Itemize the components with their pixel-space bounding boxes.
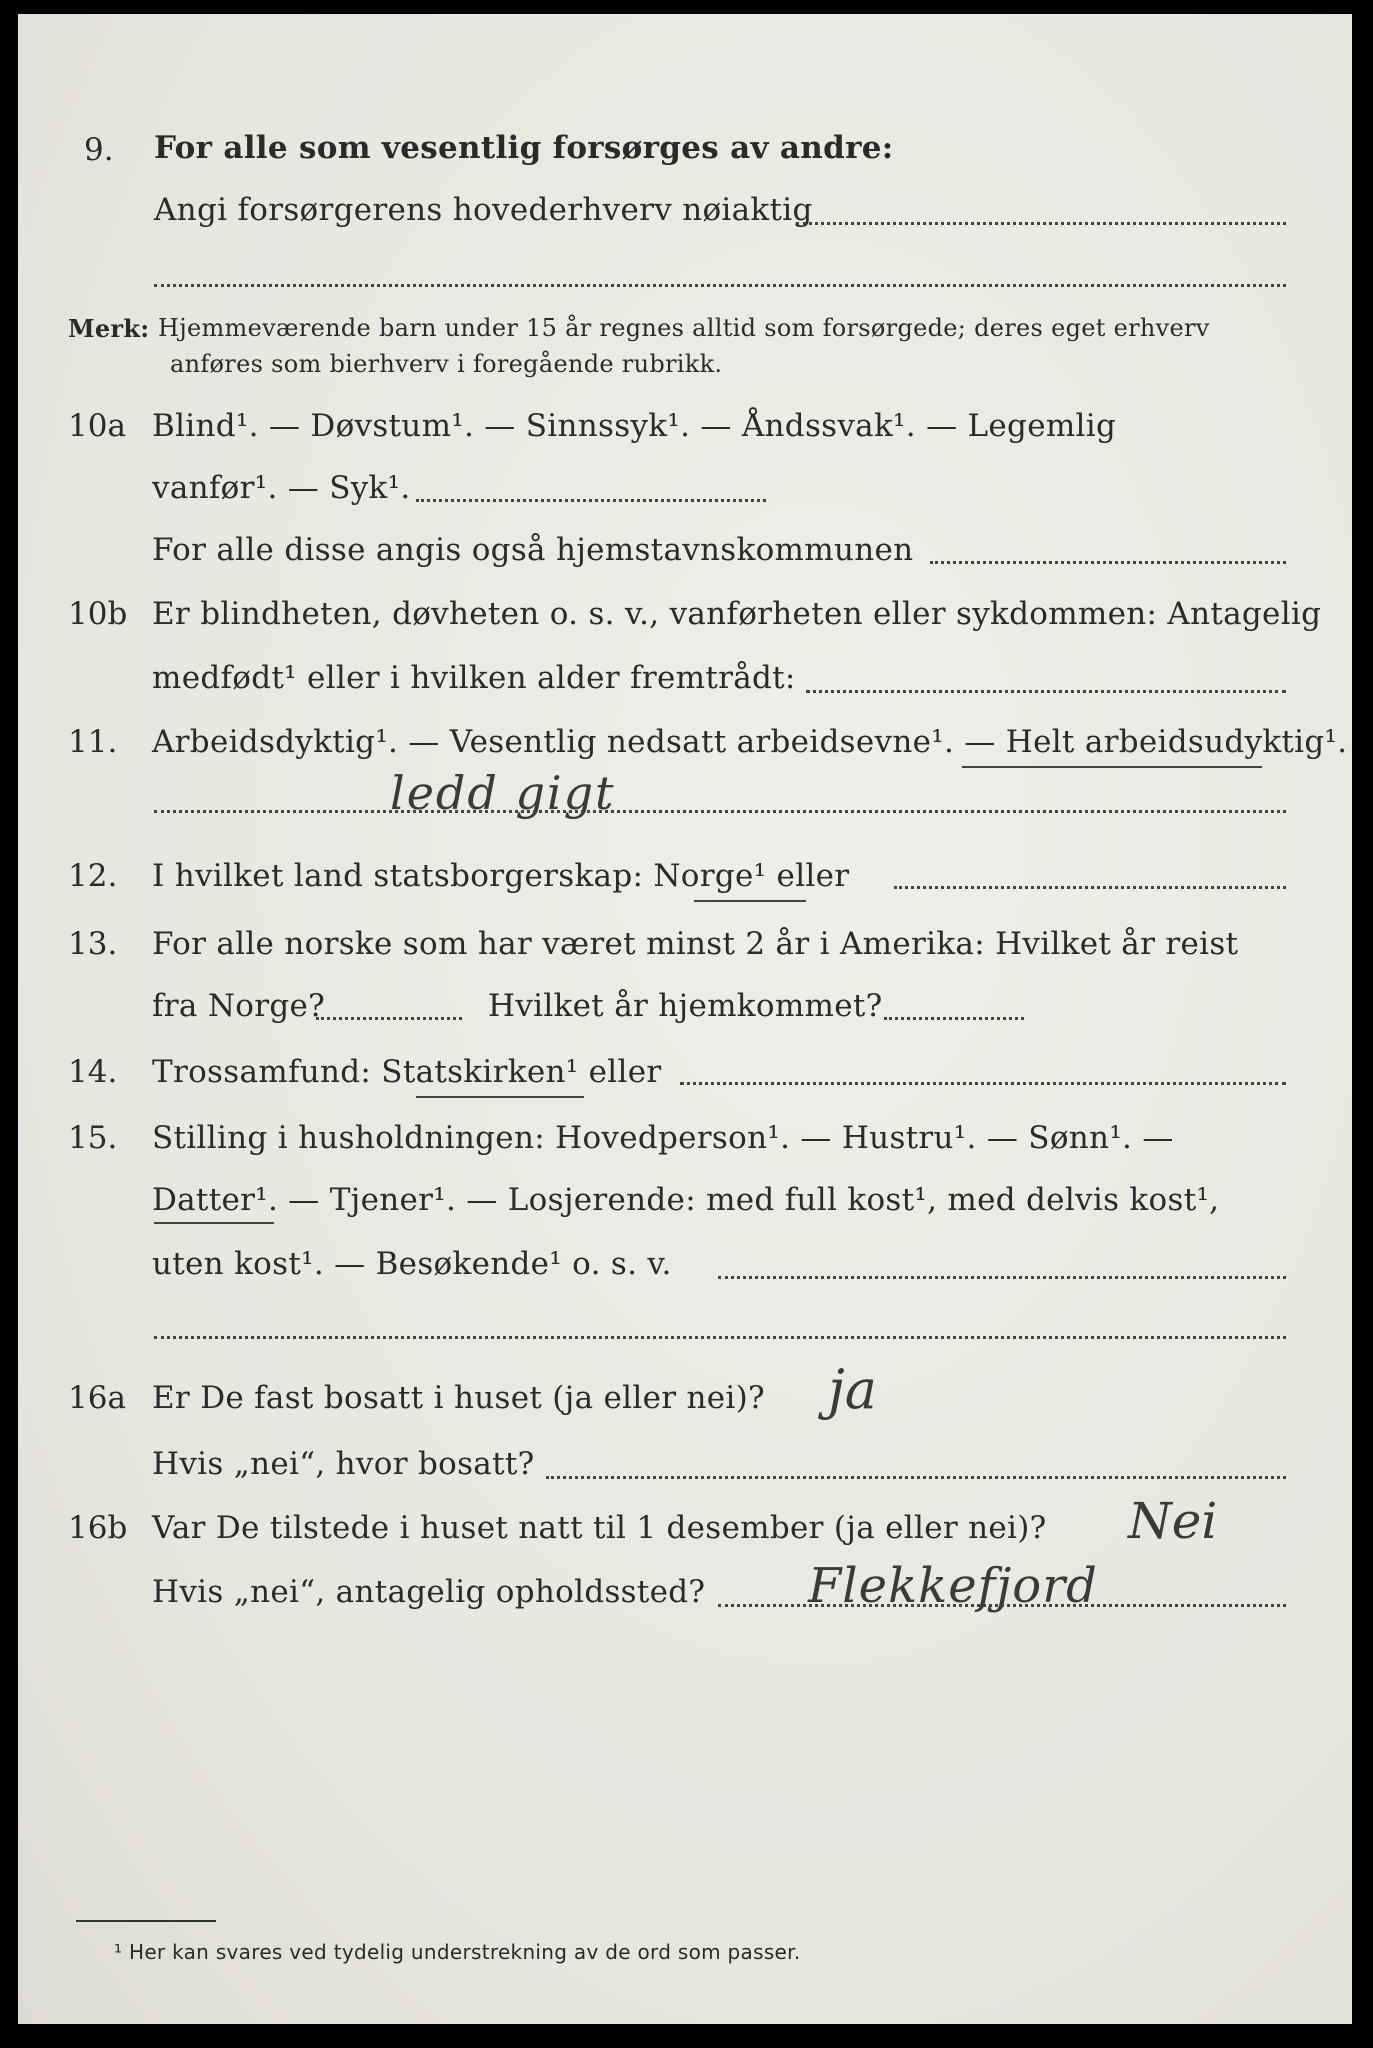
q9-number: 9. — [84, 132, 114, 168]
q13-line1: For alle norske som har været minst 2 år i Amerika: Hvilket år reist — [152, 926, 1239, 962]
q16b-handwritten-answer-1: Nei — [1128, 1492, 1218, 1550]
q12-answer-line — [894, 886, 1286, 889]
q16b-line2: Hvis „nei“, antagelig opholdssted? — [152, 1574, 706, 1610]
q15-answer-line — [718, 1276, 1286, 1279]
q15-answer-line-2 — [154, 1336, 1286, 1339]
q15-number: 15. — [68, 1120, 118, 1156]
q13-line2-left: fra Norge? — [152, 988, 326, 1024]
q13-year-left-line — [316, 1017, 462, 1020]
q15-line1: Stilling i husholdningen: Hovedperson¹. — Hustru¹. — Sønn¹. — — [152, 1120, 1174, 1156]
footnote-text: ¹ Her kan svares ved tydelig understrekning av de ord som passer. — [114, 1940, 801, 1964]
q9-heading: For alle som vesentlig forsørges av andre: — [154, 130, 894, 166]
census-form-page — [18, 14, 1352, 2024]
q10b-number: 10b — [68, 596, 128, 632]
q14-number: 14. — [68, 1054, 118, 1090]
q15-line2: Datter¹. — Tjener¹. — Losjerende: med full kost¹, med delvis kost¹, — [152, 1182, 1220, 1218]
q16a-handwritten-answer: ja — [828, 1358, 877, 1421]
merk-text-line1: Hjemmeværende barn under 15 år regnes alltid som forsørgede; deres eget erhverv — [158, 314, 1210, 342]
q11-underline-helt-arbeidsudyktig — [962, 766, 1262, 768]
q14-answer-line — [680, 1082, 1286, 1085]
q9-answer-line — [796, 222, 1286, 225]
q16b-number: 16b — [68, 1510, 128, 1546]
q12-number: 12. — [68, 858, 118, 894]
q12-line1: I hvilket land statsborgerskap: Norge¹ eller — [152, 858, 850, 894]
q10a-number: 10a — [68, 408, 126, 444]
q14-line1: Trossamfund: Statskirken¹ eller — [152, 1054, 662, 1090]
q13-line2-right: Hvilket år hjemkommet? — [488, 988, 883, 1024]
q16a-line1: Er De fast bosatt i huset (ja eller nei)? — [152, 1380, 765, 1416]
q12-underline-norge — [694, 900, 806, 902]
q16b-handwritten-answer-2: Flekkefjord — [808, 1558, 1098, 1614]
q11-line1: Arbeidsdyktig¹. — Vesentlig nedsatt arbeidsevne¹. — Helt arbeidsudyktig¹. — [152, 724, 1348, 760]
q16b-answer-line — [718, 1604, 1286, 1607]
q10a-home-municipality-line — [930, 561, 1286, 564]
footnote-rule — [76, 1920, 216, 1922]
q10b-line1: Er blindheten, døvheten o. s. v., vanførheten eller sykdommen: Antagelig — [152, 596, 1322, 632]
q10a-answer-line — [416, 499, 766, 502]
q11-handwritten-answer: ledd gigt — [390, 766, 616, 820]
q9-prompt: Angi forsørgerens hovederhverv nøiaktig — [154, 192, 813, 228]
q11-number: 11. — [68, 724, 118, 760]
q16b-line1: Var De tilstede i huset natt til 1 desember (ja eller nei)? — [152, 1510, 1047, 1546]
q16a-number: 16a — [68, 1380, 126, 1416]
q16a-answer-line — [546, 1476, 1286, 1479]
q10b-line2: medfødt¹ eller i hvilken alder fremtrådt: — [152, 660, 796, 696]
q15-line3: uten kost¹. — Besøkende¹ o. s. v. — [152, 1246, 672, 1282]
q15-underline-datter — [154, 1222, 274, 1224]
q10a-line2: vanfør¹. — Syk¹. — [152, 470, 411, 506]
q10b-answer-line — [806, 690, 1286, 693]
q11-answer-line — [154, 810, 1286, 813]
q16a-line2: Hvis „nei“, hvor bosatt? — [152, 1446, 535, 1482]
q13-number: 13. — [68, 926, 118, 962]
q10a-line1: Blind¹. — Døvstum¹. — Sinnssyk¹. — Åndssvak¹. — Legemlig — [152, 408, 1117, 444]
q14-underline-statskirken — [416, 1096, 584, 1098]
q9-answer-line-2 — [154, 284, 1286, 287]
merk-text-line2: anføres som bierhverv i foregående rubrikk. — [170, 350, 723, 378]
q13-year-returned-line — [884, 1017, 1024, 1020]
merk-label: Merk: — [68, 314, 150, 343]
q10a-line3: For alle disse angis også hjemstavnskommunen — [152, 532, 914, 568]
